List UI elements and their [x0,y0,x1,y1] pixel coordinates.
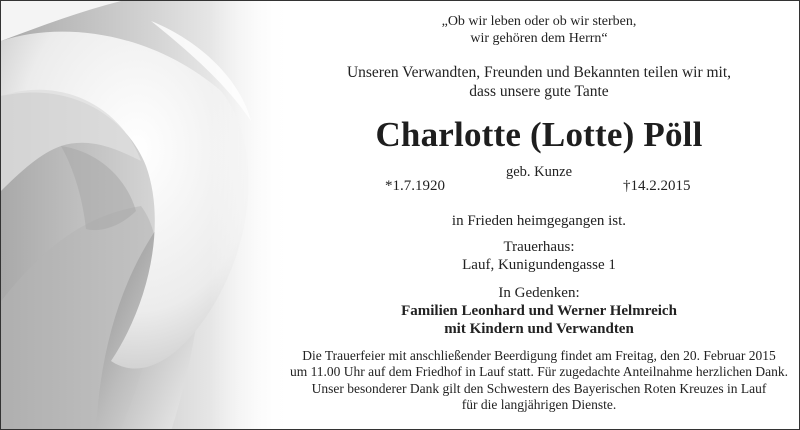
family-names: Familien Leonhard und Werner Helmreich [401,303,677,319]
intro-line-2: dass unsere gute Tante [469,83,609,100]
intro-text [269,63,800,101]
ceremony-line-3: Unser besonderer Dank gilt den Schwestern des Bayerischen Roten Kreuzes in Lauf [311,380,767,396]
mourning-house [269,238,800,274]
birth-date: *1.7.1920 [385,178,445,194]
life-dates [269,178,800,196]
bible-quote [269,13,800,47]
ceremony-details [269,348,800,414]
in-memory-label: In Gedenken: [498,285,580,301]
passing-text: in Frieden heimgegangen ist. [451,213,627,229]
family-relatives: mit Kindern und Verwandten [444,321,634,337]
quote-line-2: wir gehören dem Herrn“ [470,31,608,46]
birth-name: geb. Kunze [505,164,573,180]
ceremony-line-1: Die Trauerfeier mit anschließender Beerdigung findet am Freitag, den 20. Februar 2015 [302,348,776,363]
calla-lily-image [1,1,291,429]
in-memory [269,284,800,338]
mourning-house-address: Lauf, Kunigundengasse 1 [462,257,616,273]
quote-line-1: „Ob wir leben oder ob wir sterben, [441,14,637,29]
death-date: †14.2.2015 [623,178,691,194]
ceremony-line-4: für die langjährigen Dienste. [461,397,617,413]
intro-line-1: Unseren Verwandten, Freunden und Bekannten teilen wir mit, [346,64,732,81]
deceased-name: Charlotte (Lotte) Pöll [375,115,703,154]
mourning-house-label: Trauerhaus: [503,239,575,255]
ceremony-line-2: um 11.00 Uhr auf dem Friedhof in Lauf statt. Für zugedachte Anteilnahme herzlichen Dank. [289,364,789,380]
